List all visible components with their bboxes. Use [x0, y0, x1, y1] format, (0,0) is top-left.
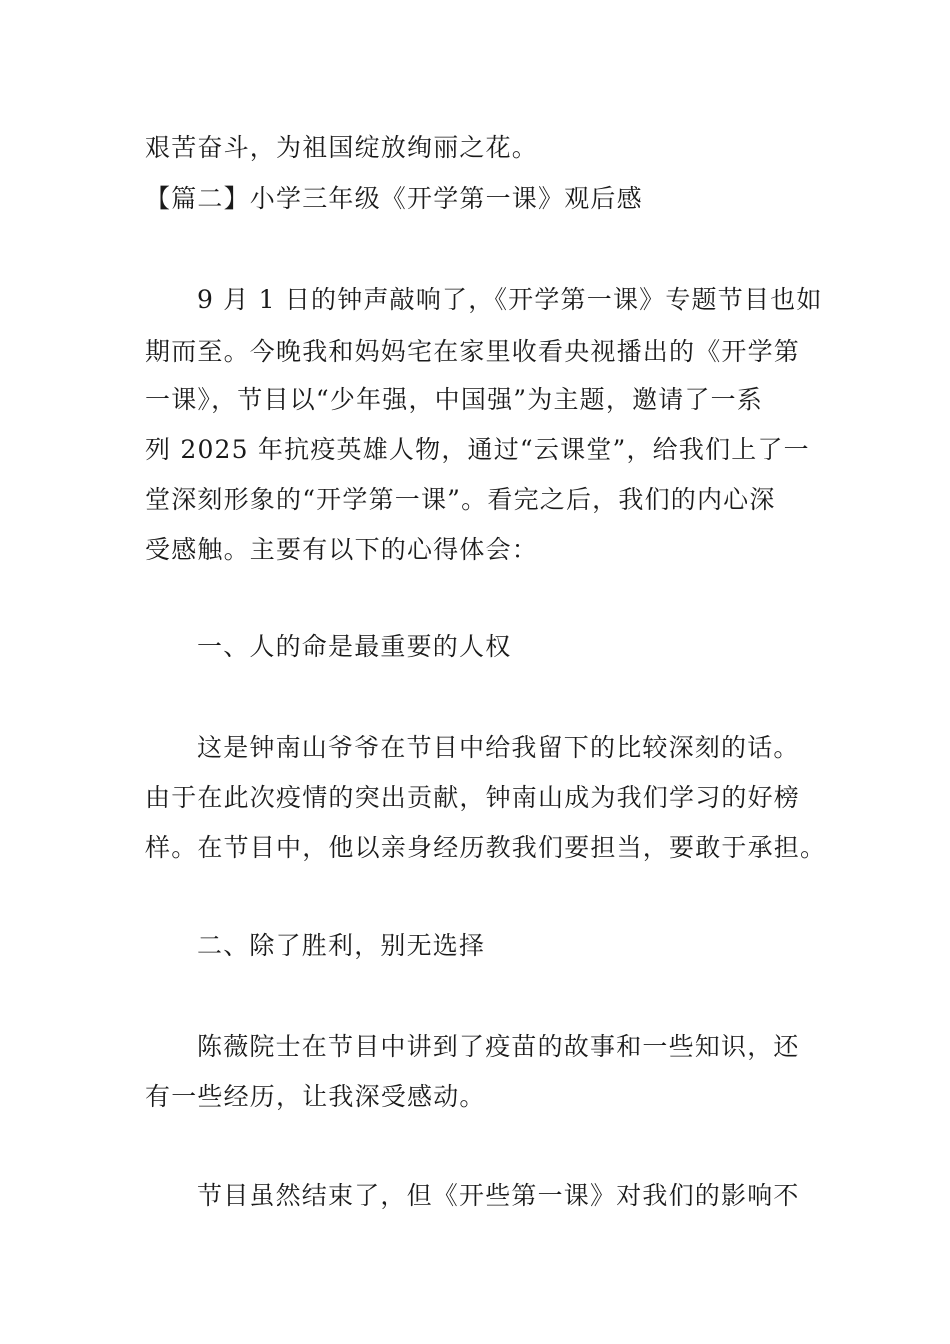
paragraph-line: 受感触。主要有以下的心得体会：: [145, 535, 539, 564]
section-heading: 【篇二】小学三年级《开学第一课》观后感: [145, 184, 643, 213]
paragraph-line: 由于在此次疫情的突出贡献，钟南山成为我们学习的好榜: [145, 783, 801, 812]
text-line-continuation: 艰苦奋斗，为祖国绽放绚丽之花。: [145, 133, 539, 162]
paragraph-line: 列 2025 年抗疫英雄人物，通过“云课堂”，给我们上了一: [145, 435, 810, 464]
subheading-one: 一、人的命是最重要的人权: [197, 632, 512, 661]
paragraph-line: 样。在节目中，他以亲身经历教我们要担当，要敢于承担。: [145, 833, 827, 862]
paragraph-line: 节目虽然结束了，但《开些第一课》对我们的影响不: [197, 1181, 800, 1210]
paragraph-line: 一课》，节目以“少年强，中国强”为主题，邀请了一系: [145, 385, 764, 414]
paragraph-line: 9 月 1 日的钟声敲响了，《开学第一课》专题节目也如: [197, 285, 823, 314]
paragraph-line: 陈薇院士在节目中讲到了疫苗的故事和一些知识，还: [197, 1032, 800, 1061]
paragraph-line: 堂深刻形象的“开学第一课”。看完之后，我们的内心深: [145, 485, 776, 514]
subheading-two: 二、除了胜利，别无选择: [197, 931, 486, 960]
paragraph-line: 有一些经历，让我深受感动。: [145, 1082, 486, 1111]
paragraph-line: 这是钟南山爷爷在节目中给我留下的比较深刻的话。: [197, 733, 800, 762]
paragraph-line: 期而至。今晚我和妈妈宅在家里收看央视播出的《开学第: [145, 337, 801, 366]
